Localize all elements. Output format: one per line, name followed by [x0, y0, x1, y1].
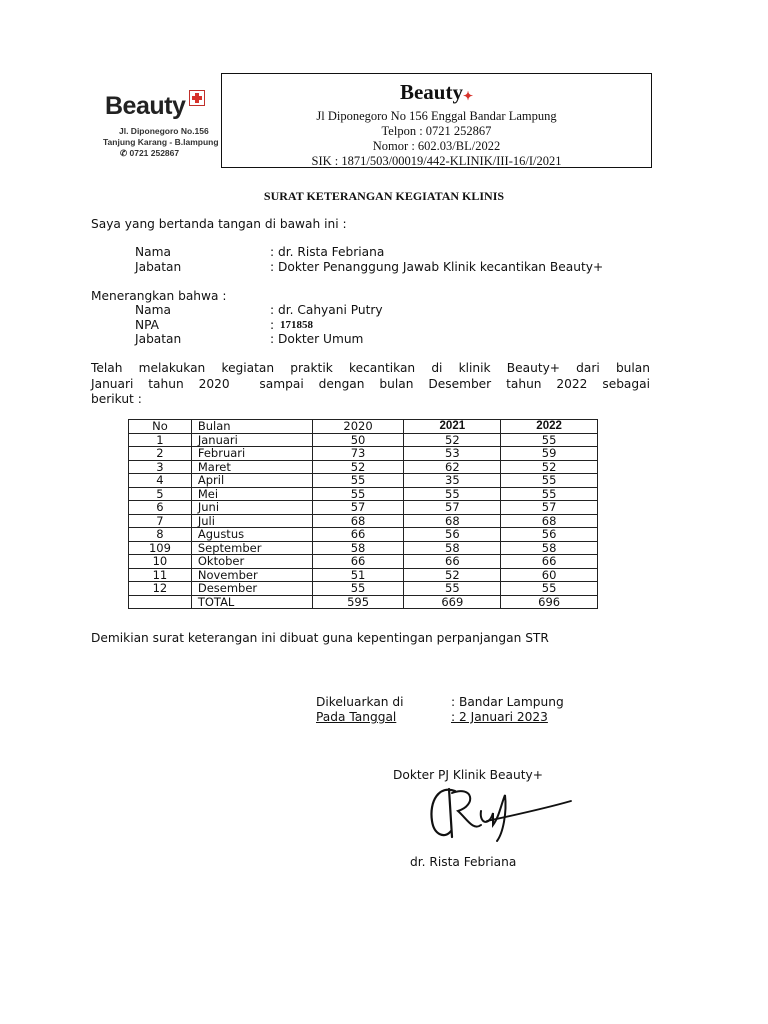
table-row: [129, 487, 598, 501]
table-header-row: [129, 420, 598, 434]
cell-2020: 55: [312, 582, 404, 596]
cell-2021: 52: [404, 568, 501, 582]
cell-2022: 68: [501, 514, 598, 528]
letterhead-address: Jl Diponegoro No 156 Enggal Bandar Lampung: [316, 109, 557, 123]
issued-date-value: : 2 Januari 2023: [451, 710, 548, 724]
cell-no: 4: [129, 474, 192, 488]
subject-npa-label: NPA: [135, 318, 160, 332]
cell-month: Januari: [191, 433, 312, 447]
subject-npa-value: 171858: [280, 319, 313, 331]
cell-2021: 66: [404, 555, 501, 569]
cell-2020: 51: [312, 568, 404, 582]
signer-name-value: : dr. Rista Febriana: [270, 245, 385, 259]
cell-2022: 696: [501, 595, 598, 609]
cell-2021: 53: [404, 447, 501, 461]
signature-name: dr. Rista Febriana: [410, 855, 517, 869]
cell-month: Maret: [191, 460, 312, 474]
cell-2020: 52: [312, 460, 404, 474]
table-row: [129, 501, 598, 515]
table-row: [129, 447, 598, 461]
subject-name-label: Nama: [135, 303, 171, 317]
cell-2021: 56: [404, 528, 501, 542]
cell-2022: 58: [501, 541, 598, 555]
table-row: [129, 582, 598, 596]
cell-2020: 68: [312, 514, 404, 528]
table-total-row: [129, 595, 598, 609]
cell-no: 10: [129, 555, 192, 569]
letterhead-number: Nomor : 602.03/BL/2022: [372, 139, 501, 153]
signature-role: Dokter PJ Klinik Beauty+: [393, 768, 543, 782]
logo-address-2: Tanjung Karang - B.lampung: [103, 137, 219, 147]
cell-no: 11: [129, 568, 192, 582]
cell-2022: 59: [501, 447, 598, 461]
table-row: [129, 568, 598, 582]
header-month: Bulan: [191, 420, 312, 434]
cell-2022: 55: [501, 474, 598, 488]
cell-month: Agustus: [191, 528, 312, 542]
cell-month: Juni: [191, 501, 312, 515]
paragraph-line-3: berikut :: [91, 392, 142, 406]
logo-phone: ✆ 0721 252867: [120, 148, 180, 158]
activity-table: [128, 419, 598, 609]
activity-paragraph: [91, 361, 650, 408]
cell-2020: 73: [312, 447, 404, 461]
closing-text: Demikian surat keterangan ini dibuat guna kepentingan perpanjangan STR: [91, 631, 549, 645]
cell-2021: 55: [404, 487, 501, 501]
signer-position-value: : Dokter Penanggung Jawab Klinik kecantikan Beauty+: [270, 260, 604, 274]
cell-month: Juli: [191, 514, 312, 528]
table-row: [129, 460, 598, 474]
cell-month: November: [191, 568, 312, 582]
table-row: [129, 555, 598, 569]
cell-2022: 52: [501, 460, 598, 474]
table-row: [129, 541, 598, 555]
table-row: [129, 528, 598, 542]
signer-position-label: Jabatan: [135, 260, 182, 274]
cell-2020: 595: [312, 595, 404, 609]
issued-place-value: : Bandar Lampung: [451, 695, 564, 709]
paragraph-line-1: Telah melakukan kegiatan praktik kecantikan di klinik Beauty+ dari bulan: [91, 361, 650, 375]
subject-position-value: : Dokter Umum: [270, 332, 364, 346]
cell-2021: 68: [404, 514, 501, 528]
table-row: [129, 433, 598, 447]
cell-month: April: [191, 474, 312, 488]
cell-month: Desember: [191, 582, 312, 596]
cell-2022: 56: [501, 528, 598, 542]
cell-2021: 669: [404, 595, 501, 609]
cell-2021: 52: [404, 433, 501, 447]
cell-2020: 66: [312, 528, 404, 542]
cell-2020: 55: [312, 487, 404, 501]
cell-2020: 50: [312, 433, 404, 447]
cell-no: 6: [129, 501, 192, 515]
cell-no: 12: [129, 582, 192, 596]
intro-text: Saya yang bertanda tangan di bawah ini :: [91, 217, 347, 231]
cell-2020: 58: [312, 541, 404, 555]
cell-2022: 60: [501, 568, 598, 582]
logo-address-1: Jl. Diponegoro No.156: [119, 126, 209, 136]
cell-2022: 55: [501, 433, 598, 447]
table-row: [129, 474, 598, 488]
cell-month: Oktober: [191, 555, 312, 569]
signer-name-label: Nama: [135, 245, 171, 259]
letterhead-phone: Telpon : 0721 252867: [381, 124, 492, 138]
header-no: No: [129, 420, 192, 434]
subject-position-label: Jabatan: [135, 332, 182, 346]
statement-label: Menerangkan bahwa :: [91, 289, 227, 303]
cell-no: 2: [129, 447, 192, 461]
cell-2021: 57: [404, 501, 501, 515]
issued-place-label: Dikeluarkan di: [316, 695, 404, 709]
logo-name: Beauty: [105, 92, 186, 120]
cell-no: 8: [129, 528, 192, 542]
cell-month: Mei: [191, 487, 312, 501]
letterhead-brand: Beauty✦: [399, 80, 474, 104]
cell-no: 109: [129, 541, 192, 555]
cell-2022: 55: [501, 582, 598, 596]
handwritten-signature: [425, 781, 575, 845]
header-2021: 2021: [404, 420, 501, 434]
cell-month: Februari: [191, 447, 312, 461]
cell-month: September: [191, 541, 312, 555]
issued-date-label: Pada Tanggal: [316, 710, 397, 724]
header-2020: 2020: [312, 420, 404, 434]
cell-2022: 57: [501, 501, 598, 515]
cell-no: 7: [129, 514, 192, 528]
header-2022: 2022: [501, 420, 598, 434]
cell-no: [129, 595, 192, 609]
cell-2021: 35: [404, 474, 501, 488]
cell-no: 5: [129, 487, 192, 501]
table-row: [129, 514, 598, 528]
letterhead-box: [221, 73, 652, 168]
subject-npa-colon: :: [270, 318, 275, 332]
cell-month: TOTAL: [191, 595, 312, 609]
brand-mark-icon: ✦: [462, 89, 474, 103]
cell-2020: 57: [312, 501, 404, 515]
cell-2020: 66: [312, 555, 404, 569]
cell-2021: 55: [404, 582, 501, 596]
cell-2022: 55: [501, 487, 598, 501]
subject-name-value: : dr. Cahyani Putry: [270, 303, 383, 317]
letterhead-license: SIK : 1871/503/00019/442-KLINIK/III-16/I/2021: [311, 154, 562, 168]
cross-icon: [189, 90, 205, 106]
paragraph-line-2: Januari tahun 2020 sampai dengan bulan Desember tahun 2022 sebagai: [91, 376, 650, 391]
cell-2021: 62: [404, 460, 501, 474]
cell-2022: 66: [501, 555, 598, 569]
cell-no: 1: [129, 433, 192, 447]
document-title: SURAT KETERANGAN KEGIATAN KLINIS: [263, 189, 505, 203]
cell-no: 3: [129, 460, 192, 474]
cell-2021: 58: [404, 541, 501, 555]
cell-2020: 55: [312, 474, 404, 488]
clinic-logo: [93, 82, 221, 174]
